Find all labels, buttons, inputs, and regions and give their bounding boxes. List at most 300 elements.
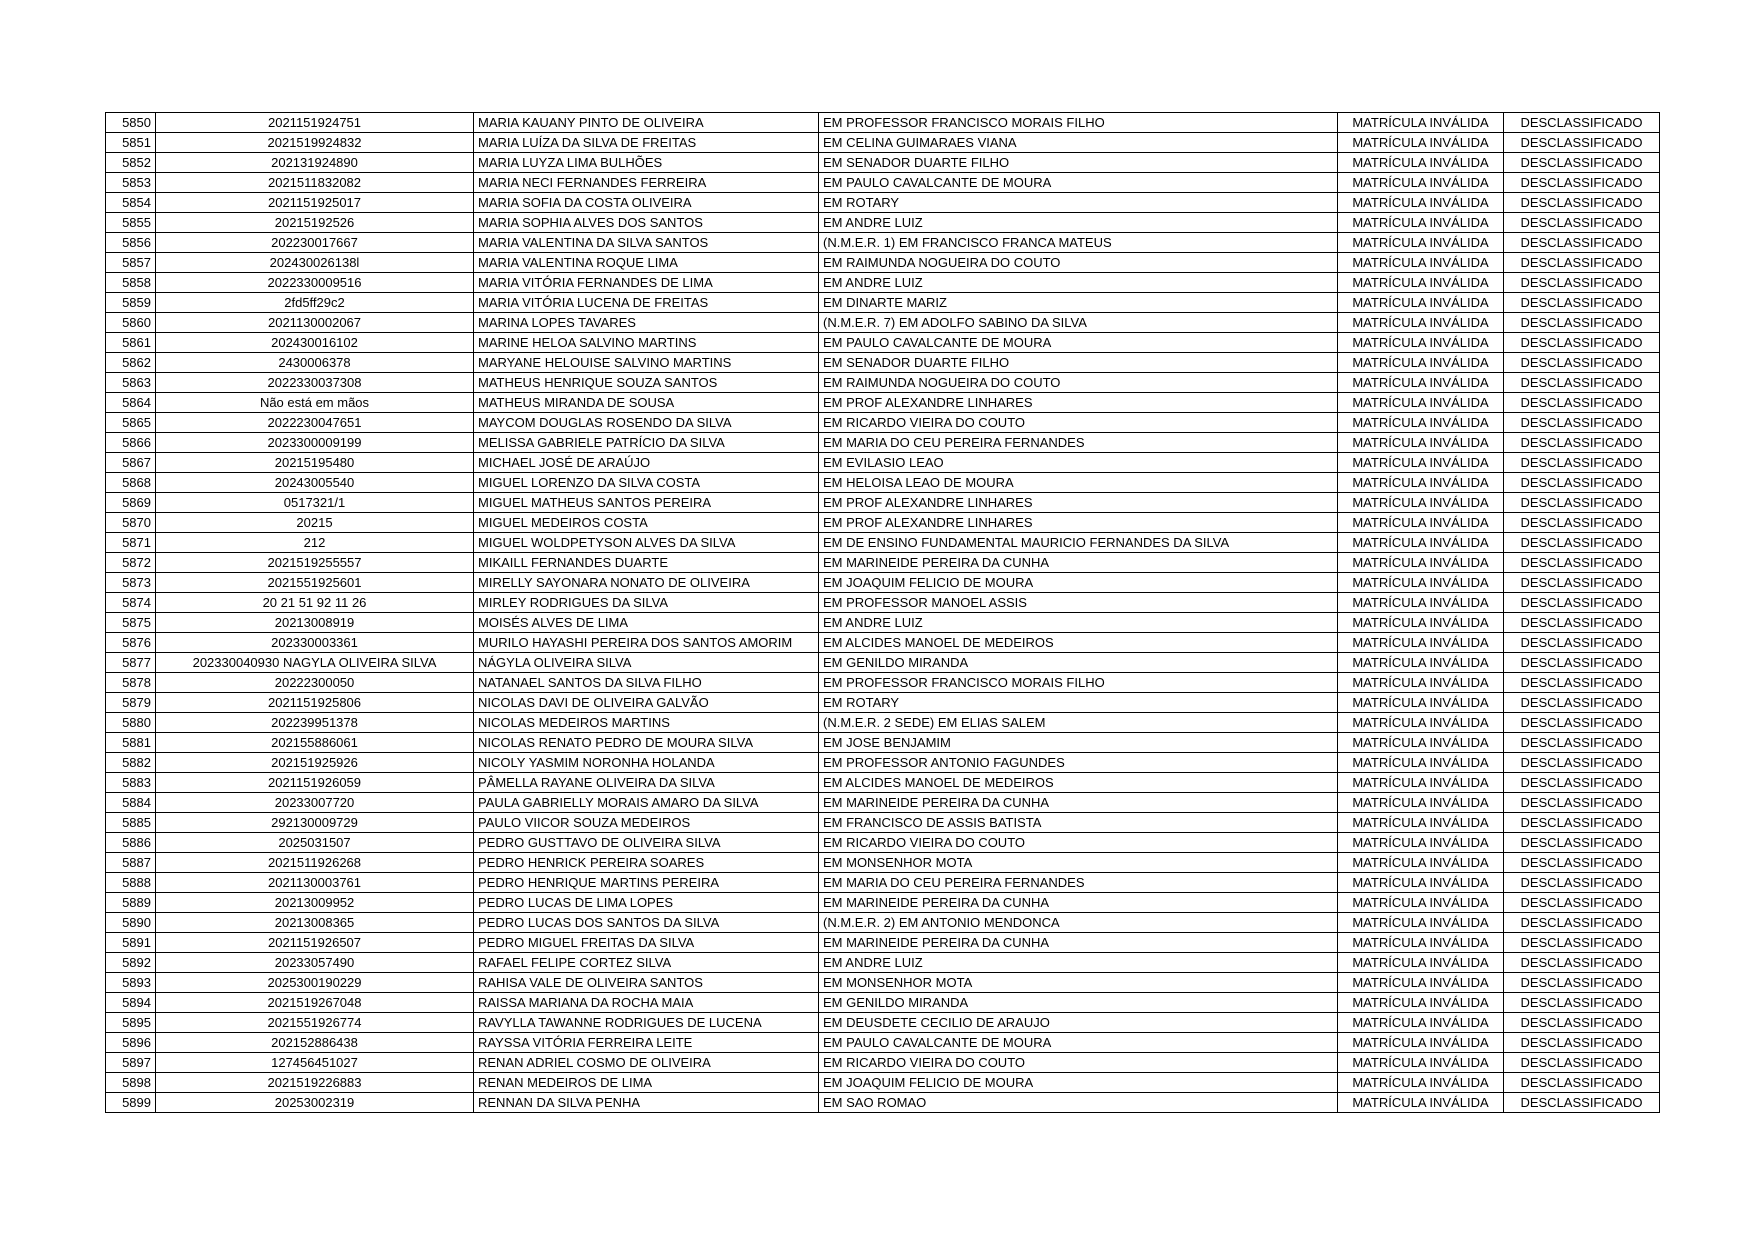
matricula-cell: 202430026138l	[156, 253, 474, 273]
status-cell: MATRÍCULA INVÁLIDA	[1338, 493, 1504, 513]
matricula-cell: 2430006378	[156, 353, 474, 373]
table-row	[106, 833, 1660, 853]
result-cell: DESCLASSIFICADO	[1504, 453, 1660, 473]
table-row	[106, 1093, 1660, 1113]
result-cell: DESCLASSIFICADO	[1504, 833, 1660, 853]
student-name-cell: RAISSA MARIANA DA ROCHA MAIA	[474, 993, 819, 1013]
school-cell: EM PAULO CAVALCANTE DE MOURA	[819, 333, 1338, 353]
row-number-cell: 5868	[106, 473, 156, 493]
status-cell: MATRÍCULA INVÁLIDA	[1338, 753, 1504, 773]
status-cell: MATRÍCULA INVÁLIDA	[1338, 213, 1504, 233]
result-cell: DESCLASSIFICADO	[1504, 733, 1660, 753]
school-cell: EM PAULO CAVALCANTE DE MOURA	[819, 1033, 1338, 1053]
school-cell: EM SENADOR DUARTE FILHO	[819, 153, 1338, 173]
matricula-cell: 20 21 51 92 11 26	[156, 593, 474, 613]
status-cell: MATRÍCULA INVÁLIDA	[1338, 813, 1504, 833]
row-number-cell: 5886	[106, 833, 156, 853]
school-cell: EM HELOISA LEAO DE MOURA	[819, 473, 1338, 493]
table-row	[106, 573, 1660, 593]
school-cell: EM ALCIDES MANOEL DE MEDEIROS	[819, 773, 1338, 793]
table-row	[106, 473, 1660, 493]
status-cell: MATRÍCULA INVÁLIDA	[1338, 533, 1504, 553]
row-number-cell: 5869	[106, 493, 156, 513]
school-cell: EM DEUSDETE CECILIO DE ARAUJO	[819, 1013, 1338, 1033]
matricula-cell: 2021511926268	[156, 853, 474, 873]
row-number-cell: 5877	[106, 653, 156, 673]
status-cell: MATRÍCULA INVÁLIDA	[1338, 1053, 1504, 1073]
matricula-cell: 2021551926774	[156, 1013, 474, 1033]
status-cell: MATRÍCULA INVÁLIDA	[1338, 453, 1504, 473]
student-name-cell: MATHEUS HENRIQUE SOUZA SANTOS	[474, 373, 819, 393]
status-cell: MATRÍCULA INVÁLIDA	[1338, 373, 1504, 393]
status-cell: MATRÍCULA INVÁLIDA	[1338, 293, 1504, 313]
student-name-cell: MAYCOM DOUGLAS ROSENDO DA SILVA	[474, 413, 819, 433]
table-row	[106, 113, 1660, 133]
matricula-cell: 20213009952	[156, 893, 474, 913]
table-row	[106, 453, 1660, 473]
status-cell: MATRÍCULA INVÁLIDA	[1338, 733, 1504, 753]
student-name-cell: MIRELLY SAYONARA NONATO DE OLIVEIRA	[474, 573, 819, 593]
student-name-cell: MICHAEL JOSÉ DE ARAÚJO	[474, 453, 819, 473]
school-cell: EM DE ENSINO FUNDAMENTAL MAURICIO FERNANDES DA SILVA	[819, 533, 1338, 553]
matricula-cell: 2022330037308	[156, 373, 474, 393]
row-number-cell: 5882	[106, 753, 156, 773]
matricula-cell: 202330040930 NAGYLA OLIVEIRA SILVA	[156, 653, 474, 673]
student-name-cell: PEDRO HENRICK PEREIRA SOARES	[474, 853, 819, 873]
matricula-cell: 20213008919	[156, 613, 474, 633]
table-row	[106, 313, 1660, 333]
result-cell: DESCLASSIFICADO	[1504, 133, 1660, 153]
school-cell: EM ROTARY	[819, 693, 1338, 713]
student-name-cell: PEDRO HENRIQUE MARTINS PEREIRA	[474, 873, 819, 893]
student-name-cell: NICOLAS DAVI DE OLIVEIRA GALVÃO	[474, 693, 819, 713]
school-cell: EM FRANCISCO DE ASSIS BATISTA	[819, 813, 1338, 833]
table-row	[106, 253, 1660, 273]
school-cell: EM PROFESSOR MANOEL ASSIS	[819, 593, 1338, 613]
student-name-cell: MIGUEL MEDEIROS COSTA	[474, 513, 819, 533]
row-number-cell: 5895	[106, 1013, 156, 1033]
matricula-cell: 2021551925601	[156, 573, 474, 593]
matricula-cell: 2022230047651	[156, 413, 474, 433]
matricula-cell: 2021151925017	[156, 193, 474, 213]
school-cell: EM MARIA DO CEU PEREIRA FERNANDES	[819, 433, 1338, 453]
student-name-cell: PAULO VIICOR SOUZA MEDEIROS	[474, 813, 819, 833]
school-cell: EM MARINEIDE PEREIRA DA CUNHA	[819, 933, 1338, 953]
result-cell: DESCLASSIFICADO	[1504, 233, 1660, 253]
status-cell: MATRÍCULA INVÁLIDA	[1338, 233, 1504, 253]
matricula-cell: 2021511832082	[156, 173, 474, 193]
row-number-cell: 5873	[106, 573, 156, 593]
matricula-cell: 20233007720	[156, 793, 474, 813]
school-cell: EM PROF ALEXANDRE LINHARES	[819, 493, 1338, 513]
table-row	[106, 933, 1660, 953]
row-number-cell: 5893	[106, 973, 156, 993]
table-row	[106, 693, 1660, 713]
row-number-cell: 5898	[106, 1073, 156, 1093]
result-cell: DESCLASSIFICADO	[1504, 473, 1660, 493]
school-cell: EM GENILDO MIRANDA	[819, 993, 1338, 1013]
result-cell: DESCLASSIFICADO	[1504, 393, 1660, 413]
student-name-cell: NICOLAS MEDEIROS MARTINS	[474, 713, 819, 733]
status-cell: MATRÍCULA INVÁLIDA	[1338, 393, 1504, 413]
row-number-cell: 5856	[106, 233, 156, 253]
student-name-cell: NÁGYLA OLIVEIRA SILVA	[474, 653, 819, 673]
table-row	[106, 713, 1660, 733]
status-cell: MATRÍCULA INVÁLIDA	[1338, 353, 1504, 373]
matricula-cell: 2021151926507	[156, 933, 474, 953]
matricula-cell: 202151925926	[156, 753, 474, 773]
row-number-cell: 5883	[106, 773, 156, 793]
table-row	[106, 213, 1660, 233]
school-cell: EM PAULO CAVALCANTE DE MOURA	[819, 173, 1338, 193]
row-number-cell: 5850	[106, 113, 156, 133]
school-cell: EM MARIA DO CEU PEREIRA FERNANDES	[819, 873, 1338, 893]
matricula-cell: 202330003361	[156, 633, 474, 653]
row-number-cell: 5885	[106, 813, 156, 833]
row-number-cell: 5880	[106, 713, 156, 733]
table-row	[106, 173, 1660, 193]
school-cell: EM MARINEIDE PEREIRA DA CUNHA	[819, 793, 1338, 813]
result-cell: DESCLASSIFICADO	[1504, 913, 1660, 933]
table-row	[106, 633, 1660, 653]
student-name-cell: MARIA VALENTINA DA SILVA SANTOS	[474, 233, 819, 253]
student-name-cell: MURILO HAYASHI PEREIRA DOS SANTOS AMORIM	[474, 633, 819, 653]
row-number-cell: 5860	[106, 313, 156, 333]
table-row	[106, 993, 1660, 1013]
status-cell: MATRÍCULA INVÁLIDA	[1338, 933, 1504, 953]
row-number-cell: 5862	[106, 353, 156, 373]
student-name-cell: RAVYLLA TAWANNE RODRIGUES DE LUCENA	[474, 1013, 819, 1033]
table-row	[106, 333, 1660, 353]
row-number-cell: 5859	[106, 293, 156, 313]
table-row	[106, 533, 1660, 553]
school-cell: EM ANDRE LUIZ	[819, 273, 1338, 293]
row-number-cell: 5865	[106, 413, 156, 433]
table-row	[106, 493, 1660, 513]
table-row	[106, 193, 1660, 213]
table-row	[106, 433, 1660, 453]
student-name-cell: PEDRO MIGUEL FREITAS DA SILVA	[474, 933, 819, 953]
student-name-cell: PEDRO LUCAS DE LIMA LOPES	[474, 893, 819, 913]
result-cell: DESCLASSIFICADO	[1504, 893, 1660, 913]
row-number-cell: 5852	[106, 153, 156, 173]
school-cell: EM RICARDO VIEIRA DO COUTO	[819, 833, 1338, 853]
matricula-cell: 202239951378	[156, 713, 474, 733]
student-name-cell: PEDRO LUCAS DOS SANTOS DA SILVA	[474, 913, 819, 933]
table-row	[106, 913, 1660, 933]
result-cell: DESCLASSIFICADO	[1504, 1053, 1660, 1073]
result-cell: DESCLASSIFICADO	[1504, 773, 1660, 793]
status-cell: MATRÍCULA INVÁLIDA	[1338, 853, 1504, 873]
result-cell: DESCLASSIFICADO	[1504, 1093, 1660, 1113]
status-cell: MATRÍCULA INVÁLIDA	[1338, 513, 1504, 533]
row-number-cell: 5884	[106, 793, 156, 813]
matricula-cell: 202430016102	[156, 333, 474, 353]
matricula-cell: 0517321/1	[156, 493, 474, 513]
result-cell: DESCLASSIFICADO	[1504, 853, 1660, 873]
school-cell: EM JOSE BENJAMIM	[819, 733, 1338, 753]
table-row	[106, 773, 1660, 793]
result-cell: DESCLASSIFICADO	[1504, 933, 1660, 953]
school-cell: EM SENADOR DUARTE FILHO	[819, 353, 1338, 373]
status-cell: MATRÍCULA INVÁLIDA	[1338, 653, 1504, 673]
status-cell: MATRÍCULA INVÁLIDA	[1338, 113, 1504, 133]
matricula-cell: 2021130003761	[156, 873, 474, 893]
row-number-cell: 5878	[106, 673, 156, 693]
matricula-cell: 20233057490	[156, 953, 474, 973]
student-name-cell: MARYANE HELOUISE SALVINO MARTINS	[474, 353, 819, 373]
student-name-cell: NICOLY YASMIM NORONHA HOLANDA	[474, 753, 819, 773]
school-cell: (N.M.E.R. 1) EM FRANCISCO FRANCA MATEUS	[819, 233, 1338, 253]
school-cell: (N.M.E.R. 2) EM ANTONIO MENDONCA	[819, 913, 1338, 933]
student-name-cell: MARIA VITÓRIA LUCENA DE FREITAS	[474, 293, 819, 313]
status-cell: MATRÍCULA INVÁLIDA	[1338, 693, 1504, 713]
row-number-cell: 5872	[106, 553, 156, 573]
status-cell: MATRÍCULA INVÁLIDA	[1338, 253, 1504, 273]
matricula-cell: 20222300050	[156, 673, 474, 693]
result-cell: DESCLASSIFICADO	[1504, 313, 1660, 333]
table-row	[106, 373, 1660, 393]
matricula-cell: 2021151926059	[156, 773, 474, 793]
student-name-cell: MARIA SOPHIA ALVES DOS SANTOS	[474, 213, 819, 233]
table-row	[106, 513, 1660, 533]
student-name-cell: MARINE HELOA SALVINO MARTINS	[474, 333, 819, 353]
status-cell: MATRÍCULA INVÁLIDA	[1338, 1093, 1504, 1113]
status-cell: MATRÍCULA INVÁLIDA	[1338, 1073, 1504, 1093]
row-number-cell: 5892	[106, 953, 156, 973]
student-name-cell: MARIA KAUANY PINTO DE OLIVEIRA	[474, 113, 819, 133]
school-cell: EM CELINA GUIMARAES VIANA	[819, 133, 1338, 153]
row-number-cell: 5855	[106, 213, 156, 233]
status-cell: MATRÍCULA INVÁLIDA	[1338, 633, 1504, 653]
row-number-cell: 5875	[106, 613, 156, 633]
school-cell: EM JOAQUIM FELICIO DE MOURA	[819, 573, 1338, 593]
student-name-cell: NICOLAS RENATO PEDRO DE MOURA SILVA	[474, 733, 819, 753]
result-cell: DESCLASSIFICADO	[1504, 713, 1660, 733]
row-number-cell: 5863	[106, 373, 156, 393]
result-cell: DESCLASSIFICADO	[1504, 273, 1660, 293]
status-cell: MATRÍCULA INVÁLIDA	[1338, 833, 1504, 853]
result-cell: DESCLASSIFICADO	[1504, 553, 1660, 573]
status-cell: MATRÍCULA INVÁLIDA	[1338, 553, 1504, 573]
status-cell: MATRÍCULA INVÁLIDA	[1338, 1013, 1504, 1033]
matricula-cell: 20213008365	[156, 913, 474, 933]
row-number-cell: 5853	[106, 173, 156, 193]
result-cell: DESCLASSIFICADO	[1504, 373, 1660, 393]
student-name-cell: PEDRO GUSTTAVO DE OLIVEIRA SILVA	[474, 833, 819, 853]
table-row	[106, 1073, 1660, 1093]
row-number-cell: 5871	[106, 533, 156, 553]
matricula-cell: 20253002319	[156, 1093, 474, 1113]
matricula-cell: 2021519255557	[156, 553, 474, 573]
status-cell: MATRÍCULA INVÁLIDA	[1338, 613, 1504, 633]
status-cell: MATRÍCULA INVÁLIDA	[1338, 993, 1504, 1013]
matricula-cell: 202152886438	[156, 1033, 474, 1053]
status-cell: MATRÍCULA INVÁLIDA	[1338, 953, 1504, 973]
school-cell: EM PROFESSOR ANTONIO FAGUNDES	[819, 753, 1338, 773]
student-name-cell: RENAN MEDEIROS DE LIMA	[474, 1073, 819, 1093]
school-cell: EM EVILASIO LEAO	[819, 453, 1338, 473]
status-cell: MATRÍCULA INVÁLIDA	[1338, 793, 1504, 813]
matricula-cell: 2021151924751	[156, 113, 474, 133]
table-row	[106, 613, 1660, 633]
result-cell: DESCLASSIFICADO	[1504, 633, 1660, 653]
status-cell: MATRÍCULA INVÁLIDA	[1338, 893, 1504, 913]
status-cell: MATRÍCULA INVÁLIDA	[1338, 573, 1504, 593]
student-name-cell: MARIA SOFIA DA COSTA OLIVEIRA	[474, 193, 819, 213]
table-row	[106, 873, 1660, 893]
student-name-cell: MELISSA GABRIELE PATRÍCIO DA SILVA	[474, 433, 819, 453]
table-row	[106, 653, 1660, 673]
student-name-cell: MIGUEL WOLDPETYSON ALVES DA SILVA	[474, 533, 819, 553]
matricula-cell: 202155886061	[156, 733, 474, 753]
result-cell: DESCLASSIFICADO	[1504, 873, 1660, 893]
school-cell: EM DINARTE MARIZ	[819, 293, 1338, 313]
student-name-cell: MARIA NECI FERNANDES FERREIRA	[474, 173, 819, 193]
school-cell: EM ANDRE LUIZ	[819, 613, 1338, 633]
matricula-cell: 212	[156, 533, 474, 553]
matricula-cell: Não está em mãos	[156, 393, 474, 413]
row-number-cell: 5879	[106, 693, 156, 713]
table-row	[106, 293, 1660, 313]
table-row	[106, 733, 1660, 753]
school-cell: EM ANDRE LUIZ	[819, 213, 1338, 233]
row-number-cell: 5894	[106, 993, 156, 1013]
result-cell: DESCLASSIFICADO	[1504, 593, 1660, 613]
student-name-cell: MOISÉS ALVES DE LIMA	[474, 613, 819, 633]
school-cell: EM PROFESSOR FRANCISCO MORAIS FILHO	[819, 673, 1338, 693]
table-row	[106, 553, 1660, 573]
table-row	[106, 273, 1660, 293]
student-name-cell: MARIA VITÓRIA FERNANDES DE LIMA	[474, 273, 819, 293]
result-cell: DESCLASSIFICADO	[1504, 673, 1660, 693]
status-cell: MATRÍCULA INVÁLIDA	[1338, 1033, 1504, 1053]
result-cell: DESCLASSIFICADO	[1504, 613, 1660, 633]
student-name-cell: MIGUEL MATHEUS SANTOS PEREIRA	[474, 493, 819, 513]
row-number-cell: 5897	[106, 1053, 156, 1073]
matricula-cell: 20243005540	[156, 473, 474, 493]
result-cell: DESCLASSIFICADO	[1504, 293, 1660, 313]
row-number-cell: 5888	[106, 873, 156, 893]
school-cell: EM RAIMUNDA NOGUEIRA DO COUTO	[819, 373, 1338, 393]
matricula-cell: 2021130002067	[156, 313, 474, 333]
school-cell: EM GENILDO MIRANDA	[819, 653, 1338, 673]
school-cell: EM ANDRE LUIZ	[819, 953, 1338, 973]
table-row	[106, 353, 1660, 373]
results-table-body	[106, 113, 1660, 1113]
row-number-cell: 5857	[106, 253, 156, 273]
table-row	[106, 953, 1660, 973]
status-cell: MATRÍCULA INVÁLIDA	[1338, 273, 1504, 293]
result-cell: DESCLASSIFICADO	[1504, 413, 1660, 433]
school-cell: EM RICARDO VIEIRA DO COUTO	[819, 1053, 1338, 1073]
row-number-cell: 5896	[106, 1033, 156, 1053]
status-cell: MATRÍCULA INVÁLIDA	[1338, 193, 1504, 213]
status-cell: MATRÍCULA INVÁLIDA	[1338, 133, 1504, 153]
table-row	[106, 673, 1660, 693]
row-number-cell: 5891	[106, 933, 156, 953]
table-row	[106, 153, 1660, 173]
result-cell: DESCLASSIFICADO	[1504, 353, 1660, 373]
table-row	[106, 133, 1660, 153]
result-cell: DESCLASSIFICADO	[1504, 653, 1660, 673]
matricula-cell: 2021151925806	[156, 693, 474, 713]
row-number-cell: 5890	[106, 913, 156, 933]
result-cell: DESCLASSIFICADO	[1504, 693, 1660, 713]
student-name-cell: MARIA LUÍZA DA SILVA DE FREITAS	[474, 133, 819, 153]
student-name-cell: MIRLEY RODRIGUES DA SILVA	[474, 593, 819, 613]
result-cell: DESCLASSIFICADO	[1504, 813, 1660, 833]
school-cell: EM JOAQUIM FELICIO DE MOURA	[819, 1073, 1338, 1093]
matricula-cell: 2022330009516	[156, 273, 474, 293]
table-row	[106, 233, 1660, 253]
school-cell: EM MONSENHOR MOTA	[819, 853, 1338, 873]
row-number-cell: 5858	[106, 273, 156, 293]
result-cell: DESCLASSIFICADO	[1504, 193, 1660, 213]
status-cell: MATRÍCULA INVÁLIDA	[1338, 153, 1504, 173]
row-number-cell: 5854	[106, 193, 156, 213]
result-cell: DESCLASSIFICADO	[1504, 793, 1660, 813]
matricula-cell: 292130009729	[156, 813, 474, 833]
row-number-cell: 5870	[106, 513, 156, 533]
table-row	[106, 813, 1660, 833]
matricula-cell: 20215192526	[156, 213, 474, 233]
result-cell: DESCLASSIFICADO	[1504, 753, 1660, 773]
school-cell: (N.M.E.R. 7) EM ADOLFO SABINO DA SILVA	[819, 313, 1338, 333]
student-name-cell: PAULA GABRIELLY MORAIS AMARO DA SILVA	[474, 793, 819, 813]
status-cell: MATRÍCULA INVÁLIDA	[1338, 333, 1504, 353]
student-name-cell: MIKAILL FERNANDES DUARTE	[474, 553, 819, 573]
school-cell: EM MONSENHOR MOTA	[819, 973, 1338, 993]
result-cell: DESCLASSIFICADO	[1504, 253, 1660, 273]
student-name-cell: RENAN ADRIEL COSMO DE OLIVEIRA	[474, 1053, 819, 1073]
status-cell: MATRÍCULA INVÁLIDA	[1338, 173, 1504, 193]
matricula-cell: 2021519267048	[156, 993, 474, 1013]
school-cell: EM PROF ALEXANDRE LINHARES	[819, 393, 1338, 413]
school-cell: EM PROF ALEXANDRE LINHARES	[819, 513, 1338, 533]
row-number-cell: 5887	[106, 853, 156, 873]
result-cell: DESCLASSIFICADO	[1504, 533, 1660, 553]
result-cell: DESCLASSIFICADO	[1504, 953, 1660, 973]
status-cell: MATRÍCULA INVÁLIDA	[1338, 713, 1504, 733]
table-row	[106, 893, 1660, 913]
result-cell: DESCLASSIFICADO	[1504, 573, 1660, 593]
table-row	[106, 1053, 1660, 1073]
table-row	[106, 1033, 1660, 1053]
school-cell: EM MARINEIDE PEREIRA DA CUNHA	[819, 893, 1338, 913]
row-number-cell: 5861	[106, 333, 156, 353]
status-cell: MATRÍCULA INVÁLIDA	[1338, 773, 1504, 793]
school-cell: EM MARINEIDE PEREIRA DA CUNHA	[819, 553, 1338, 573]
result-cell: DESCLASSIFICADO	[1504, 513, 1660, 533]
row-number-cell: 5874	[106, 593, 156, 613]
status-cell: MATRÍCULA INVÁLIDA	[1338, 913, 1504, 933]
student-name-cell: MIGUEL LORENZO DA SILVA COSTA	[474, 473, 819, 493]
student-name-cell: MATHEUS MIRANDA DE SOUSA	[474, 393, 819, 413]
status-cell: MATRÍCULA INVÁLIDA	[1338, 313, 1504, 333]
result-cell: DESCLASSIFICADO	[1504, 1013, 1660, 1033]
student-name-cell: RAFAEL FELIPE CORTEZ SILVA	[474, 953, 819, 973]
school-cell: (N.M.E.R. 2 SEDE) EM ELIAS SALEM	[819, 713, 1338, 733]
row-number-cell: 5864	[106, 393, 156, 413]
table-row	[106, 393, 1660, 413]
student-name-cell: MARIA LUYZA LIMA BULHÕES	[474, 153, 819, 173]
status-cell: MATRÍCULA INVÁLIDA	[1338, 413, 1504, 433]
status-cell: MATRÍCULA INVÁLIDA	[1338, 593, 1504, 613]
student-name-cell: NATANAEL SANTOS DA SILVA FILHO	[474, 673, 819, 693]
result-cell: DESCLASSIFICADO	[1504, 153, 1660, 173]
table-row	[106, 793, 1660, 813]
